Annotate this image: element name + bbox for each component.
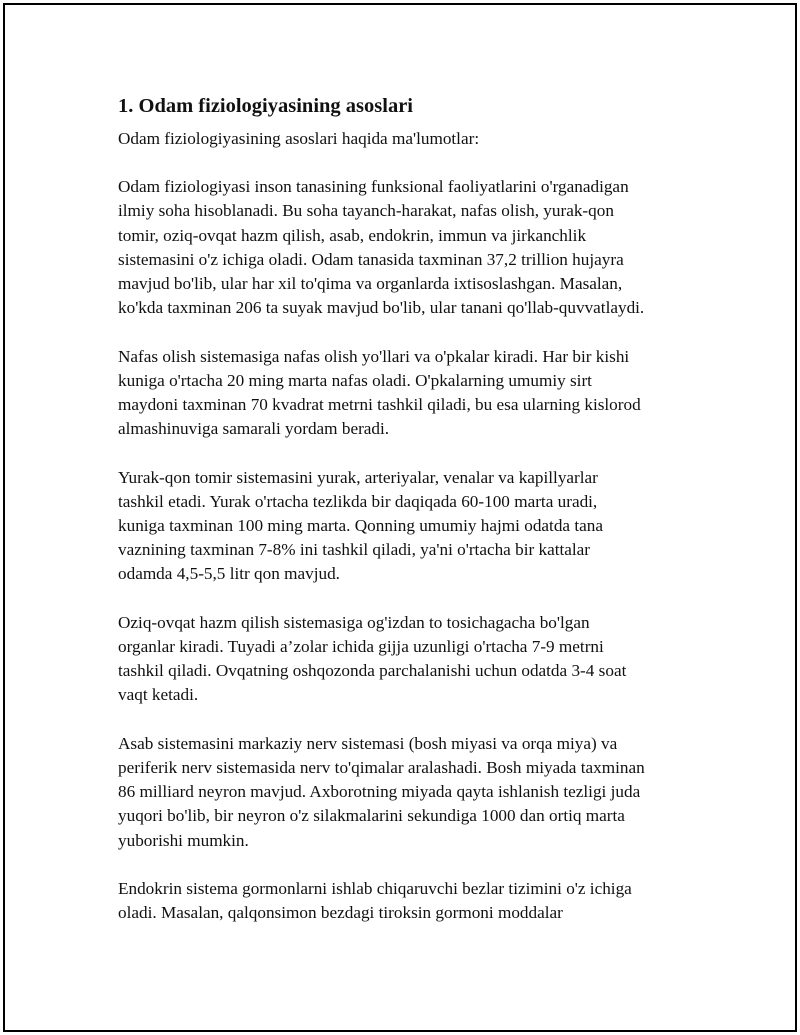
paragraph-line: tashkil qiladi. Ovqatning oshqozonda parchalanishi uchun odatda 3-4 soat — [118, 661, 627, 681]
paragraph-digestive — [118, 611, 708, 708]
paragraph-cardiovascular — [118, 466, 708, 587]
paragraph-line: periferik nerv sistemasida nerv to'qimalar aralashadi. Bosh miyada taxminan — [118, 758, 645, 778]
document-title: 1. Odam fiziologiyasining asoslari — [118, 95, 413, 117]
paragraph-line: ko'kda taxminan 206 ta suyak mavjud bo'lib, ular tanani qo'llab-quvvatlaydi. — [118, 298, 645, 318]
intro-line: Odam fiziologiyasining asoslari haqida ma'lumotlar: — [118, 129, 480, 148]
paragraph-line: kuniga o'rtacha 20 ming marta nafas oladi. O'pkalarning umumiy sirt — [118, 370, 592, 390]
paragraph-line: Endokrin sistema gormonlarni ishlab chiqaruvchi bezlar tizimini o'z ichiga — [118, 879, 632, 899]
paragraph-line: odamda 4,5-5,5 litr qon mavjud. — [118, 564, 340, 584]
paragraph-line: kuniga taxminan 100 ming marta. Qonning umumiy hajmi odatda tana — [118, 516, 603, 536]
paragraph-line: 86 milliard neyron mavjud. Axborotning miyada qayta ishlanish tezligi juda — [118, 782, 641, 802]
paragraph-line: Yurak-qon tomir sistemasini yurak, arteriyalar, venalar va kapillyarlar — [118, 467, 598, 487]
paragraph-line: Odam fiziologiyasi inson tanasining funksional faoliyatlarini o'rganadigan — [118, 177, 629, 197]
paragraph-line: oladi. Masalan, qalqonsimon bezdagi tiroksin gormoni moddalar — [118, 903, 563, 923]
paragraph-line: vaznining taxminan 7-8% ini tashkil qiladi, ya'ni o'rtacha bir kattalar — [118, 540, 591, 560]
paragraph-line: organlar kiradi. Tuyadi a’zolar ichida gijja uzunligi o'rtacha 7-9 metrni — [118, 637, 604, 657]
paragraph-endocrine — [118, 877, 708, 925]
paragraph-line: ilmiy soha hisoblanadi. Bu soha tayanch-harakat, nafas olish, yurak-qon — [118, 201, 614, 221]
document-body — [118, 92, 708, 925]
paragraph-line: sistemasini o'z ichiga oladi. Odam tanasida taxminan 37,2 trillion hujayra — [118, 249, 624, 269]
paragraph-nervous — [118, 732, 708, 853]
paragraph-line: Oziq-ovqat hazm qilish sistemasiga og'izdan to tosichagacha bo'lgan — [118, 612, 590, 632]
paragraph-anatomy — [118, 175, 708, 320]
paragraph-line: mavjud bo'lib, ular har xil to'qima va organlarda ixtisoslashgan. Masalan, — [118, 274, 623, 294]
paragraph-line: Asab sistemasini markaziy nerv sistemasi (bosh miyasi va orqa miya) va — [118, 733, 618, 753]
paragraph-line: yuqori bo'lib, bir neyron o'z silakmalarini sekundiga 1000 dan ortiq marta — [118, 806, 625, 826]
paragraph-line: tashkil etadi. Yurak o'rtacha tezlikda bir daqiqada 60-100 marta uradi, — [118, 491, 598, 511]
paragraph-line: almashinuviga samarali yordam beradi. — [118, 419, 390, 439]
paragraph-line: yuborishi mumkin. — [118, 830, 249, 850]
paragraph-line: vaqt ketadi. — [118, 685, 199, 705]
paragraph-line: Nafas olish sistemasiga nafas olish yo'llari va o'pkalar kiradi. Har bir kishi — [118, 346, 630, 366]
paragraph-line: maydoni taxminan 70 kvadrat metrni tashkil qiladi, bu esa ularning kislorod — [118, 395, 641, 415]
paragraph-line: tomir, oziq-ovqat hazm qilish, asab, endokrin, immun va jirkanchlik — [118, 225, 587, 245]
paragraph-respiratory — [118, 345, 708, 442]
